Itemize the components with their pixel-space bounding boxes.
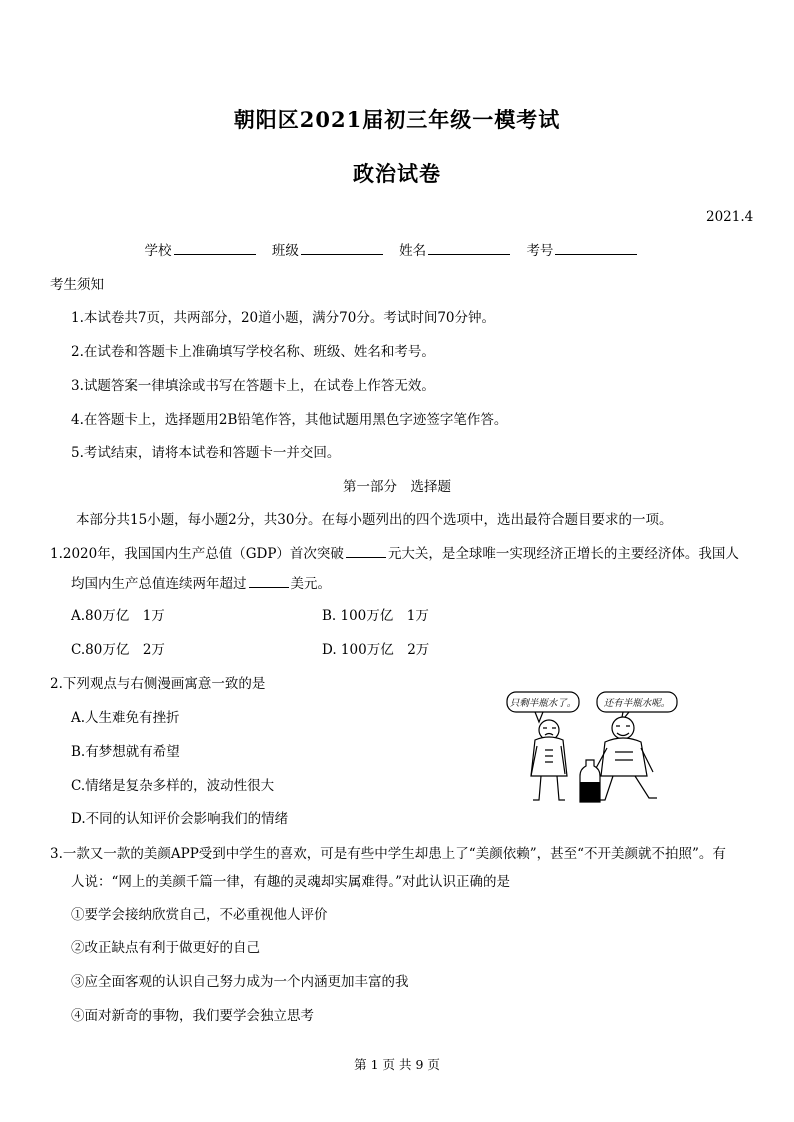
left-speech-bubble: 只剩半瓶水了。 <box>509 698 577 709</box>
q2-option-d[interactable]: D.不同的认知评价会影响我们的情绪 <box>71 811 289 827</box>
notice-item: 4.在答题卡上，选择题用2B铅笔作答，其他试题用黑色字迹签字笔作答。 <box>71 412 508 428</box>
notice-heading: 考生须知 <box>50 277 104 293</box>
right-speech-bubble: 还有半瓶水呢。 <box>603 698 671 709</box>
q1-option-d[interactable]: D. 100万亿 2万 <box>322 642 430 658</box>
q2-option-a[interactable]: A.人生难免有挫折 <box>71 710 180 726</box>
question-1-line-1: 1.2020年，我国国内生产总值（GDP）首次突破 元大关，是全球唯一实现经济正增长的主要经济体。我国人 <box>50 543 739 564</box>
name-field[interactable]: 姓名 <box>399 240 514 261</box>
q2-option-b[interactable]: B.有梦想就有希望 <box>71 744 180 760</box>
q2-option-c[interactable]: C.情绪是复杂多样的，波动性很大 <box>71 778 275 794</box>
q1-blank-2 <box>249 573 289 588</box>
part1-instruction: 本部分共15小题，每小题2分，共30分。在每小题列出的四个选项中，选出最符合题目要求的一项。 <box>76 512 673 528</box>
notice-item: 5.考试结束，请将本试卷和答题卡一并交回。 <box>71 445 341 461</box>
exam-title: 朝阳区2021届初三年级一模考试 <box>233 107 561 132</box>
exam-date: 2021.4 <box>706 209 754 225</box>
q1-option-a[interactable]: A.80万亿 1万 <box>71 608 165 624</box>
optimism-pessimism-cartoon <box>505 690 713 806</box>
q1-option-b[interactable]: B. 100万亿 1万 <box>322 608 429 624</box>
question-2-stem: 2.下列观点与右侧漫画寓意一致的是 <box>50 676 266 692</box>
question-1-line-2: 均国内生产总值连续两年超过 美元。 <box>71 573 331 594</box>
exam-number-blank[interactable] <box>555 240 637 255</box>
page-footer: 第 1 页 共 9 页 <box>354 1057 440 1072</box>
notice-item: 1.本试卷共7页，共两部分，20道小题，满分70分。考试时间70分钟。 <box>71 310 496 326</box>
class-field[interactable]: 班级 <box>272 240 387 261</box>
student-info-row <box>0 240 794 261</box>
q3-statement: ①要学会接纳欣赏自己，不必重视他人评价 <box>71 907 328 923</box>
q1-blank-1 <box>346 543 386 558</box>
part1-heading: 第一部分 选择题 <box>343 479 451 495</box>
q3-statement: ④面对新奇的事物，我们要学会独立思考 <box>71 1008 314 1024</box>
notice-item: 2.在试卷和答题卡上准确填写学校名称、班级、姓名和考号。 <box>71 344 435 360</box>
notice-item: 3.试题答案一律填涂或书写在答题卡上，在试卷上作答无效。 <box>71 378 435 394</box>
q3-statement: ③应全面客观的认识自己努力成为一个内涵更加丰富的我 <box>71 974 409 990</box>
class-blank[interactable] <box>301 240 383 255</box>
question-3-line-2: 人说：“网上的美颜千篇一律，有趣的灵魂却实属难得。”对此认识正确的是 <box>71 874 511 890</box>
exam-number-field[interactable]: 考号 <box>526 240 641 261</box>
q1-option-c[interactable]: C.80万亿 2万 <box>71 642 165 658</box>
q3-statement: ②改正缺点有利于做更好的自己 <box>71 940 260 956</box>
school-field[interactable]: 学校 <box>145 240 260 261</box>
name-blank[interactable] <box>428 240 510 255</box>
exam-subtitle: 政治试卷 <box>353 161 441 186</box>
question-3-line-1: 3.一款又一款的美颜APP受到中学生的喜欢，可是有些中学生却患上了“美颜依赖”，甚至“不开美颜就不拍照”。有 <box>50 846 726 862</box>
school-blank[interactable] <box>174 240 256 255</box>
